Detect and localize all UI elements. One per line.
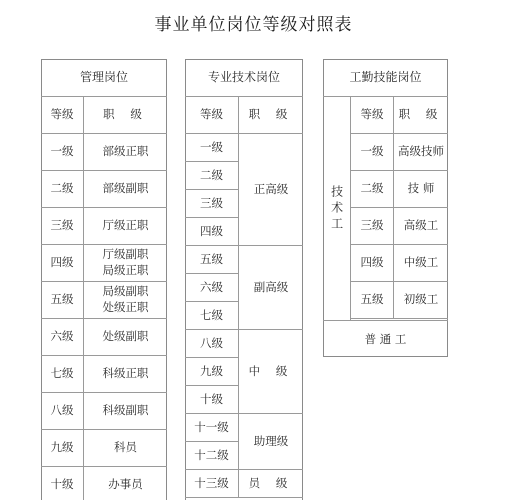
professional-header: 专业技术岗位: [185, 59, 303, 97]
management-rank-cell: 部级副职: [83, 170, 167, 208]
management-rank-cell: 厅级正职: [83, 207, 167, 245]
professional-rank-group: 员 级: [238, 469, 303, 498]
worker-col-grade: 等级: [350, 96, 394, 134]
professional-grade-cell: 十一级: [185, 413, 239, 442]
management-rank-cell: 科级正职: [83, 355, 167, 393]
professional-grade-cell: 二级: [185, 161, 239, 190]
professional-grade-cell: 一级: [185, 133, 239, 162]
professional-rank-group: 中 级: [238, 329, 303, 414]
management-rank-cell: 科员: [83, 429, 167, 467]
management-col-grade: 等级: [41, 96, 84, 134]
management-table: [41, 59, 167, 500]
professional-grade-cell: 五级: [185, 245, 239, 274]
professional-grade-cell: 六级: [185, 273, 239, 302]
management-grade-cell: 四级: [41, 244, 84, 282]
worker-table: [323, 59, 448, 357]
management-grade-cell: 九级: [41, 429, 84, 467]
management-grade-cell: 二级: [41, 170, 84, 208]
worker-grade-cell: 二级: [350, 170, 394, 208]
professional-rank-group: 副高级: [238, 245, 303, 330]
worker-rank-cell: 中级工: [393, 244, 448, 282]
management-rank-cell: 办事员: [83, 466, 167, 500]
management-rank-cell: 局级副职 处级正职: [83, 281, 167, 319]
professional-grade-cell: 八级: [185, 329, 239, 358]
professional-grade-cell: 三级: [185, 189, 239, 218]
management-rank-cell: 科级副职: [83, 392, 167, 430]
worker-grade-cell: 三级: [350, 207, 394, 245]
worker-col-rank: 职 级: [393, 96, 448, 134]
worker-grade-cell: 五级: [350, 281, 394, 319]
worker-rank-cell: 初级工: [393, 281, 448, 319]
professional-col-rank: 职 级: [238, 96, 303, 134]
worker-grade-cell: 一级: [350, 133, 394, 171]
professional-grade-cell: 九级: [185, 357, 239, 386]
worker-side-label: 技术工: [323, 96, 351, 321]
management-rank-cell: 部级正职: [83, 133, 167, 171]
management-grade-cell: 十级: [41, 466, 84, 500]
management-grade-cell: 七级: [41, 355, 84, 393]
management-header: 管理岗位: [41, 59, 167, 97]
management-rank-cell: 厅级副职 局级正职: [83, 244, 167, 282]
worker-rank-cell: 技 师: [393, 170, 448, 208]
page-title: 事业单位岗位等级对照表: [154, 15, 353, 35]
professional-grade-cell: 十二级: [185, 441, 239, 470]
management-grade-cell: 三级: [41, 207, 84, 245]
management-grade-cell: 六级: [41, 318, 84, 356]
professional-grade-cell: 七级: [185, 301, 239, 330]
professional-grade-cell: 四级: [185, 217, 239, 246]
professional-grade-cell: 十三级: [185, 469, 239, 498]
management-col-rank: 职 级: [83, 96, 167, 134]
worker-rank-cell: 高级工: [393, 207, 448, 245]
management-grade-cell: 一级: [41, 133, 84, 171]
worker-grade-cell: 四级: [350, 244, 394, 282]
worker-rank-cell: 高级技师: [393, 133, 448, 171]
professional-table: [185, 59, 303, 500]
professional-rank-group: 助理级: [238, 413, 303, 470]
worker-general-row: 普 通 工: [323, 320, 448, 358]
professional-col-grade: 等级: [185, 96, 239, 134]
management-grade-cell: 五级: [41, 281, 84, 319]
professional-grade-cell: 十级: [185, 385, 239, 414]
management-rank-cell: 处级副职: [83, 318, 167, 356]
professional-rank-group: 正高级: [238, 133, 303, 246]
worker-header: 工勤技能岗位: [323, 59, 448, 97]
management-grade-cell: 八级: [41, 392, 84, 430]
